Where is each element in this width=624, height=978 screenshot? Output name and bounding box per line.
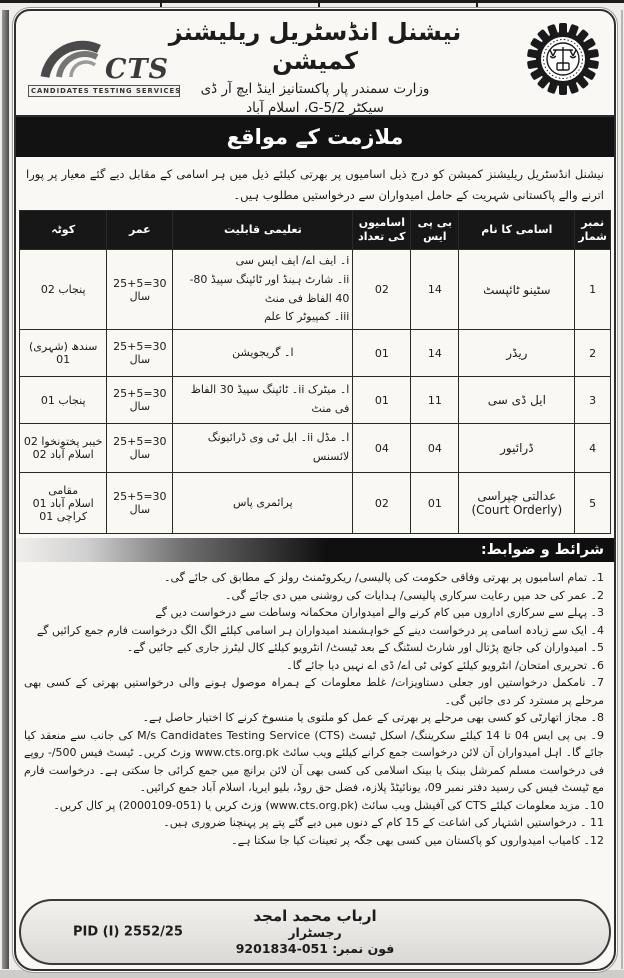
cell-bps: 01: [411, 473, 459, 534]
qualification-line: ا۔ گریجویشن: [232, 345, 294, 359]
cell-count: 02: [353, 250, 411, 330]
age-unit: سال: [129, 289, 151, 303]
qualification-line: ا۔ میٹرک ii۔ ٹائپنگ سپیڈ 30 الفاظ فی منٹ: [190, 383, 350, 416]
employment-opportunities-banner: ملازمت کے مواقع: [16, 117, 614, 157]
cts-tagline: CANDIDATES TESTING SERVICES: [28, 85, 180, 97]
table-header-row: [20, 211, 611, 250]
cts-logo: [28, 35, 180, 97]
newsprint-right-rule: [621, 10, 623, 969]
col-age: عمر: [107, 211, 173, 250]
org-title: نیشنل انڈسٹریل ریلیشنز کمیشن: [168, 18, 462, 75]
table-row: [20, 424, 611, 473]
cell-age: [107, 330, 173, 377]
qualification-line: iii۔ کمپیوٹر کا علم: [264, 310, 350, 324]
cell-qualification: [173, 250, 353, 330]
cell-quota: [20, 250, 107, 330]
signatory-name: ارباب محمد امجد: [253, 906, 377, 925]
col-post-name: اسامی کا نام: [459, 211, 575, 250]
cts-logo-text: CTS: [104, 54, 170, 85]
table-row: [20, 330, 611, 377]
qualification-line: ii۔ شارٹ ہینڈ اور ٹائپنگ سپیڈ 80-40 الفاظ فی منٹ: [189, 273, 350, 305]
cell-qualification: [173, 330, 353, 377]
newsprint-column-tick: [318, 0, 320, 9]
newsprint-bottom-edge: [0, 970, 624, 978]
job-advertisement: [14, 9, 616, 971]
cell-age: [107, 250, 173, 330]
term-item: 11 ۔ درخواستیں اشتہار کی اشاعت کے 15 کام کے دنوں میں دیے گئے پتے پر پہنچنا ضروری ہیں۔: [163, 816, 604, 830]
cell-quota: [20, 424, 107, 473]
cell-quota: [20, 377, 107, 424]
signature-footer: [19, 899, 611, 965]
cell-post: [459, 473, 575, 534]
quota-line: اسلام آباد 01: [32, 496, 94, 510]
cell-quota: [20, 473, 107, 534]
cell-count: 02: [353, 473, 411, 534]
age-value: 25+5=30: [113, 387, 167, 401]
newsprint-left-rule: [2, 10, 9, 969]
vacancy-table: [19, 210, 611, 534]
terms-conditions-banner: شرائط و ضوابط:: [16, 538, 614, 562]
table-row: [20, 250, 611, 330]
post-line: عدالتی چپراسی: [477, 489, 557, 504]
age-value: 25+5=30: [113, 490, 167, 504]
cell-post: ڈرائیور: [459, 424, 575, 473]
cell-post: ریڈر: [459, 330, 575, 377]
term-item: 10۔ مزید معلومات کیلئے CTS کی آفیشل ویب سائٹ (www.cts.org.pk) وزٹ کریں یا (051-2000109) پر کال کریں۔: [53, 798, 604, 812]
age-unit: سال: [129, 503, 151, 517]
table-row: [20, 377, 611, 424]
cell-age: [107, 473, 173, 534]
term-item: 1۔ تمام اسامیوں پر بھرتی وفاقی حکومت کی پالیسی/ ریکروٹمنٹ رولز کے مطابق کی جائے گی۔: [164, 571, 604, 585]
intro-paragraph: نیشنل انڈسٹریل ریلیشنز کمیشن کو درج ذیل اسامیوں پر بھرتی کیلئے ذیل میں ہر اسامی کے مقابل دیے گئے معیار پر پورا اترنے والے پاکستانی شہریت کے حامل امیدواران سے درخواستیں مطلوب ہیں۔: [26, 167, 604, 202]
pid-number: PID (I) 2552/25: [73, 924, 183, 940]
cell-age: [107, 377, 173, 424]
quota-line: سندھ (شہری): [28, 340, 98, 354]
term-item: 4۔ ایک سے زیادہ اسامی پر درخواست دینے کے خواہشمند امیدواران ہر اسامی کیلئے الگ الگ درخواست فارم جمع کرائیں گے: [36, 623, 604, 637]
signatory-designation: رجسٹرار: [288, 924, 342, 940]
age-value: 25+5=30: [113, 340, 167, 354]
col-serial-number: نمبر شمار: [575, 211, 611, 250]
nirc-emblem-icon: [526, 23, 600, 105]
term-item: 9۔ بی پی ایس 04 تا 14 کیلئے سکریننگ/ اسکل ٹیسٹ M/s Candidates Testing Service (CTS) کی جانب سے منعقد کیا جائے گا۔ اہل امیدواران آن لائن درخواست جمع کرانے کیلئے ویب سائٹ www.cts.org.pk وزٹ کریں۔ ٹیسٹ فیس 500/- روپے فی درخواست مسلم کمرشل بینک یا بینک اسلامی کی کسی بھی آن لائن برانچ میں جمع کرائی جا سکتی ہے۔ درخواست فارم مع ٹیسٹ فیس کی رسید دفتر نمبر 09، یونائیٹڈ پلازہ، فضل حق روڈ، بلیو ایریا، اسلام آباد جمع کرائیں۔: [24, 728, 604, 795]
quota-line: مقامی: [48, 483, 79, 497]
newsprint-top-edge: [0, 0, 624, 3]
quota-line: اسلام آباد 02: [32, 448, 94, 462]
quota-line: پنجاب 01: [40, 393, 86, 407]
term-item: 8۔ مجاز اتھارٹی کو کسی بھی مرحلے پر بھرتی کے عمل کو ملتوی یا منسوخ کرنے کا اختیار حاصل ہے۔: [142, 711, 604, 725]
cell-bps: 14: [411, 250, 459, 330]
cell-sno: 4: [575, 424, 611, 473]
quota-line: پنجاب 02: [40, 283, 86, 297]
cts-arcs-icon: [39, 35, 103, 83]
cell-bps: 14: [411, 330, 459, 377]
term-item: 6۔ تحریری امتحان/ انٹرویو کیلئے کوئی ٹی اے/ ڈی اے نہیں دیا جائے گا۔: [286, 658, 604, 672]
org-ministry: وزارت سمندر پار پاکستانیز اینڈ ایچ آر ڈی: [200, 80, 430, 97]
org-address: سیکٹر G-5/2، اسلام آباد: [246, 99, 384, 116]
quota-line: 01: [56, 353, 71, 367]
term-item: 3۔ پہلے سے سرکاری اداروں میں کام کرنے والے امیدواران محکمانہ وساطت سے درخواست دیں گے: [155, 606, 604, 620]
cell-qualification: [173, 377, 353, 424]
cell-bps: 11: [411, 377, 459, 424]
cell-quota: [20, 330, 107, 377]
age-unit: سال: [129, 353, 151, 367]
term-item: 2۔ عمر کی حد میں رعایت سرکاری پالیسی/ ہدایات کی روشنی میں دی جائے گی۔: [225, 588, 604, 602]
ad-header: [16, 11, 614, 117]
term-item: 7۔ نامکمل درخواستیں اور جعلی دستاویزات/ غلط معلومات کے ہمراہ موصول ہونے والی درخواستیں بھرتی کے کسی بھی مرحلے پر مسترد کر دی جائیں گی۔: [24, 676, 604, 707]
cell-count: 04: [353, 424, 411, 473]
qualification-line: ا۔ مڈل ii۔ ایل ٹی وی ڈرائیونگ لائسنس: [207, 431, 350, 464]
newsprint-column-tick: [476, 0, 478, 9]
age-unit: سال: [129, 400, 151, 414]
cell-count: 01: [353, 377, 411, 424]
age-unit: سال: [129, 448, 151, 462]
col-bps: بی پی ایس: [411, 211, 459, 250]
cell-qualification: [173, 473, 353, 534]
cell-age: [107, 424, 173, 473]
cell-count: 01: [353, 330, 411, 377]
contact-phone: فون نمبر: 051-9201834: [235, 941, 395, 956]
col-post-count: اسامیوں کی تعداد: [353, 211, 411, 250]
table-row: [20, 473, 611, 534]
quota-line: خیبر پختونخوا 02: [23, 435, 103, 449]
cell-bps: 04: [411, 424, 459, 473]
term-item: 12۔ کامیاب امیدواروں کو پاکستان میں کسی بھی جگہ پر تعینات کیا جا سکتا ہے۔: [231, 833, 604, 847]
cell-sno: 2: [575, 330, 611, 377]
cell-qualification: [173, 424, 353, 473]
post-line-english: (Court Orderly): [471, 503, 563, 518]
qualification-line: i۔ ایف اے/ ایف ایس سی: [235, 254, 350, 268]
cell-post: سٹینو ٹائپسٹ: [459, 250, 575, 330]
term-item: 5۔ امیدواران کی جانچ پڑتال اور شارٹ لسٹنگ کے بعد ٹیسٹ/ انٹرویو کیلئے کال لیٹرز جاری کیے جائیں گے۔: [126, 641, 604, 655]
cell-post: ایل ڈی سی: [459, 377, 575, 424]
vacancy-table-wrap: [16, 210, 614, 534]
col-qualification: تعلیمی قابلیت: [173, 211, 353, 250]
newsprint-column-tick: [160, 0, 162, 9]
cell-sno: 3: [575, 377, 611, 424]
cell-sno: 1: [575, 250, 611, 330]
age-value: 25+5=30: [113, 435, 167, 449]
terms-list: [16, 562, 614, 896]
col-quota: کوٹہ: [20, 211, 107, 250]
qualification-line: پرائمری پاس: [233, 495, 293, 509]
org-title-block: [140, 11, 490, 116]
quota-line: کراچی 01: [39, 509, 88, 523]
cell-sno: 5: [575, 473, 611, 534]
age-value: 25+5=30: [113, 276, 167, 290]
